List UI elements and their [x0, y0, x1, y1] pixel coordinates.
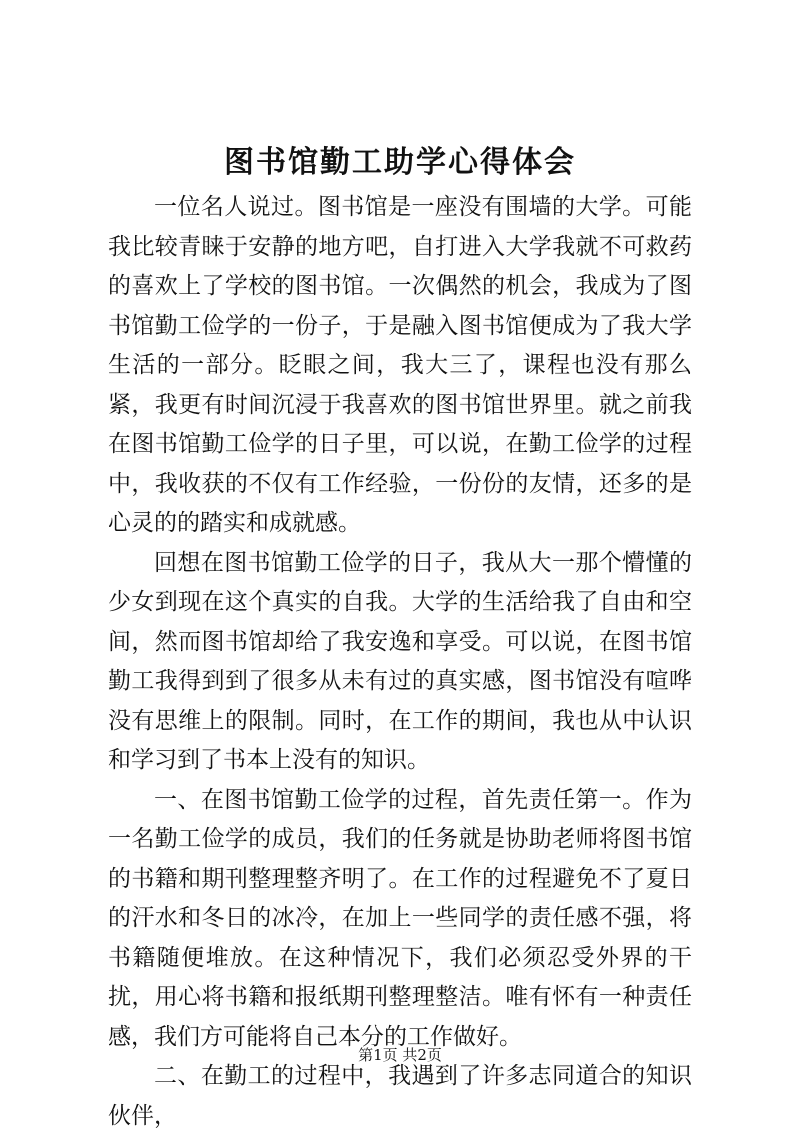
document-body: [108, 188, 692, 1136]
paragraph: 回想在图书馆勤工俭学的日子，我从大一那个懵懂的少女到现在这个真实的自我。大学的生活给我了自由和空间，然而图书馆却给了我安逸和享受。可以说，在图书馆勤工我得到到了很多从未有过的真实感，图书馆没有喧哗没有思维上的限制。同时，在工作的期间，我也从中认识和学习到了书本上没有的知识。: [108, 549, 692, 773]
paragraph: 一位名人说过。图书馆是一座没有围墙的大学。可能我比较青睐于安静的地方吧，自打进入大学我就不可救药的喜欢上了学校的图书馆。一次偶然的机会，我成为了图书馆勤工俭学的一份子，于是融入图书馆便成为了我大学生活的一部分。眨眼之间，我大三了，课程也没有那么紧，我更有时间沉浸于我喜欢的图书馆世界里。就之前我在图书馆勤工俭学的日子里，可以说，在勤工俭学的过程中，我收获的不仅有工作经验，一份份的友情，还多的是心灵的的踏实和成就感。: [108, 194, 692, 536]
paragraph: 二、在勤工的过程中，我遇到了许多志同道合的知识伙伴，: [108, 1063, 692, 1129]
page-footer: 第1页 共2页: [358, 1046, 442, 1064]
paragraph: 一、在图书馆勤工俭学的过程，首先责任第一。作为一名勤工俭学的成员，我们的任务就是协助老师将图书馆的书籍和期刊整理整齐明了。在工作的过程避免不了夏日的汗水和冬日的冰冷，在加上一些同学的责任感不强，将书籍随便堆放。在这种情况下，我们必须忍受外界的干扰，用心将书籍和报纸期刊整理整洁。唯有怀有一种责任感，我们方可能将自己本分的工作做好。: [108, 786, 692, 1050]
document-title: 图书馆勤工助学心得体会: [224, 145, 576, 180]
